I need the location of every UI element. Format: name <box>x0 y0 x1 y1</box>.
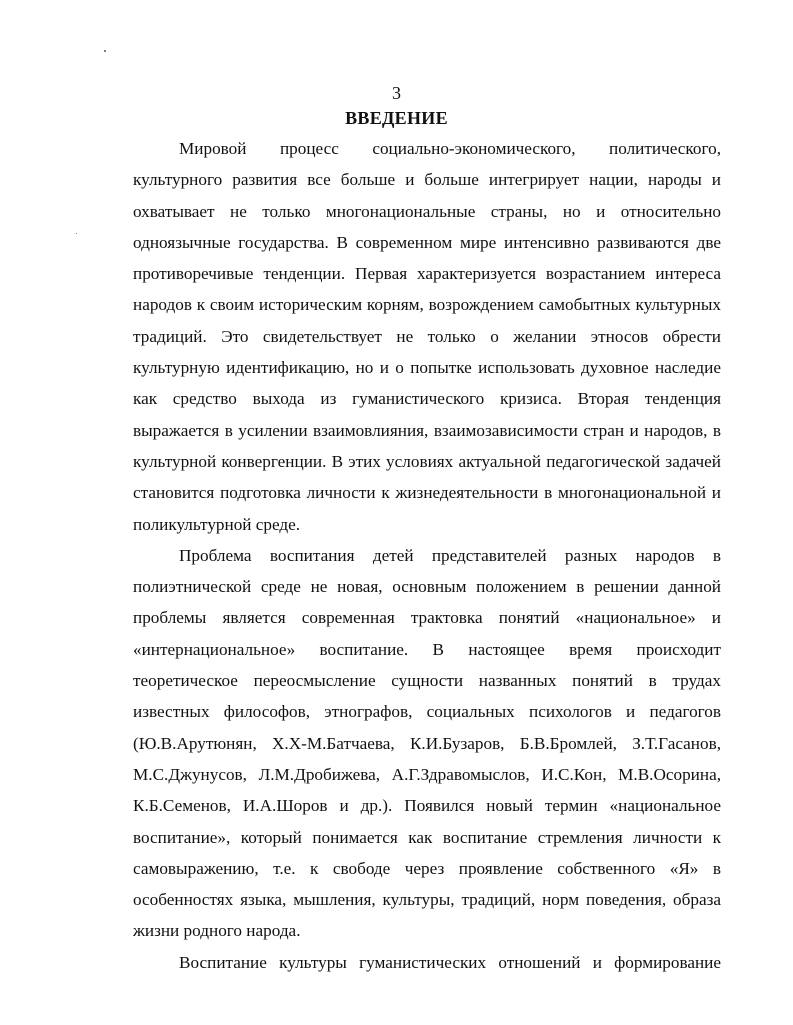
text-line: К.Б.Семенов, И.А.Шоров и др.). Появился новый термин «национальное <box>133 796 721 816</box>
text-line: воспитание», который понимается как воспитание стремления личности к <box>133 827 721 847</box>
text-line: жизни родного народа. <box>133 921 301 941</box>
text-line: одноязычные государства. В современном мире интенсивно развиваются две <box>133 232 721 252</box>
text-line: Воспитание культуры гуманистических отношений и формирование <box>179 952 721 972</box>
text-line: культурную идентификацию, но и о попытке использовать духовное наследие <box>133 358 721 378</box>
text-line: самовыражению, т.е. к свободе через проявление собственного «Я» в <box>133 858 721 878</box>
text-line: культурного развития все больше и больше интегрирует нации, народы и <box>133 170 721 190</box>
text-line: выражается в усилении взаимовлияния, взаимозависимости стран и народов, в <box>133 420 721 440</box>
text-line: «интернациональное» воспитание. В настоящее время происходит <box>133 639 721 659</box>
text-line: культурной конвергенции. В этих условиях актуальной педагогической задачей <box>133 451 721 471</box>
body-text <box>133 133 721 978</box>
paragraph-1 <box>133 133 721 540</box>
text-line: Проблема воспитания детей представителей разных народов в <box>179 545 721 565</box>
text-line: становится подготовка личности к жизнедеятельности в многонациональной и <box>133 483 721 503</box>
text-line: проблемы является современная трактовка понятий «национальное» и <box>133 608 721 628</box>
paragraph-2 <box>133 540 721 947</box>
text-line: теоретическое переосмысление сущности названных понятий в трудах <box>133 671 721 691</box>
text-line: поликультурной среде. <box>133 514 301 534</box>
text-line: как средство выхода из гуманистического кризиса. Вторая тенденция <box>133 389 721 409</box>
text-line: особенностях языка, мышления, культуры, традиций, норм поведения, образа <box>133 890 721 910</box>
page-number: 3 <box>392 83 401 103</box>
text-line: традиций. Это свидетельствует не только о желании этносов обрести <box>133 326 721 346</box>
text-line: Мировой процесс социально-экономического, политического, <box>179 139 721 158</box>
text-line: противоречивые тенденции. Первая характеризуется возрастанием интереса <box>133 264 721 284</box>
text-line: М.С.Джунусов, Л.М.Дробижева, А.Г.Здравомыслов, И.С.Кон, М.В.Осорина, <box>133 764 721 784</box>
text-line: известных философов, этнографов, социальных психологов и педагогов <box>133 702 721 722</box>
scan-speck <box>104 50 106 52</box>
section-heading: ВВЕДЕНИЕ <box>345 108 448 128</box>
text-line: народов к своим историческим корням, возрождением самобытных культурных <box>133 295 721 315</box>
paragraph-3 <box>133 947 721 978</box>
text-line: (Ю.В.Арутюнян, Х.Х-М.Батчаева, К.И.Бузаров, Б.В.Бромлей, З.Т.Гасанов, <box>133 733 721 753</box>
text-line: полиэтнической среде не новая, основным положением в решении данной <box>133 577 721 597</box>
scan-speck <box>76 233 77 234</box>
text-line: охватывает не только многонациональные страны, но и относительно <box>133 201 721 221</box>
